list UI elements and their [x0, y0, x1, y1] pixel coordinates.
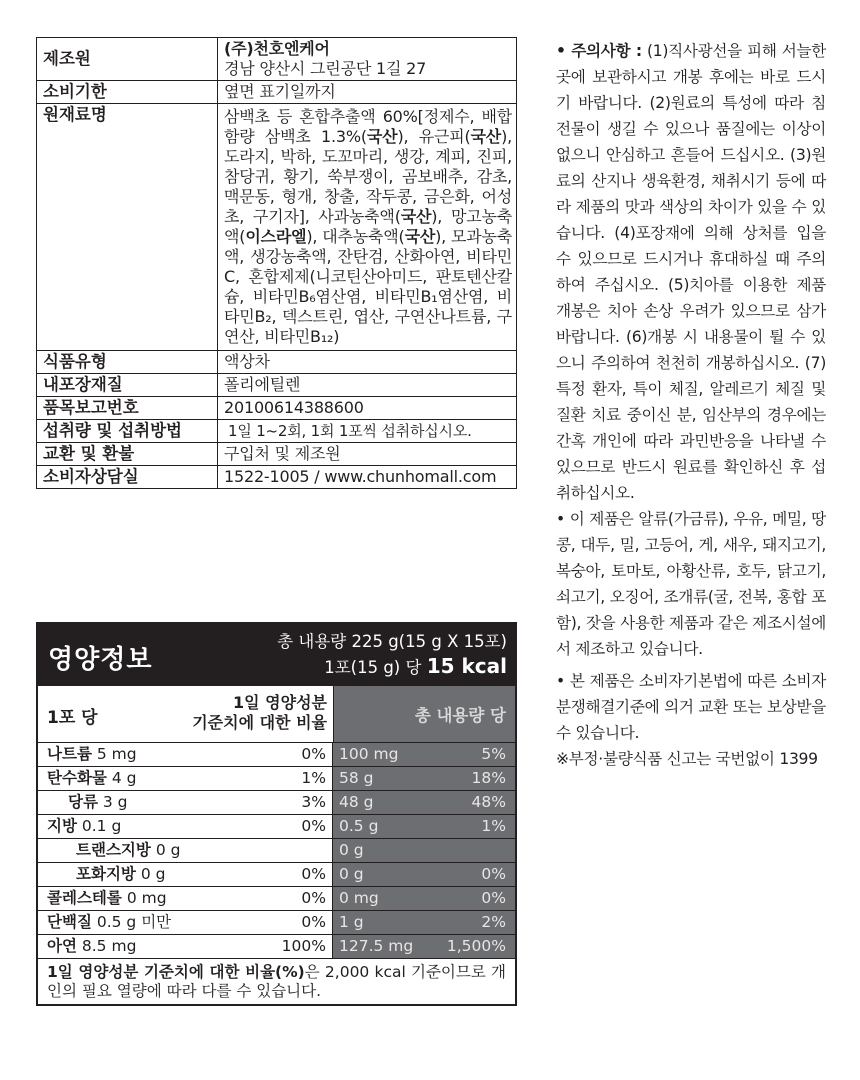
nutrient-total-pct: 48% — [471, 793, 506, 811]
nutrient-amount: 0 g — [155, 841, 181, 859]
nutrient-total-pct: 2% — [481, 913, 506, 931]
nutrient-amount: 4 g — [111, 769, 137, 787]
nutrient-amount: 5 mg — [96, 745, 137, 763]
nutrient-amount: 8.5 mg — [81, 937, 137, 955]
nutrient-total-amount: 48 g — [339, 793, 374, 811]
serving-value: 1일 1~2회, 1회 1포씩 섭취하십시오. — [218, 420, 517, 443]
nutrient-row — [38, 887, 515, 911]
nutrient-amount: 0.1 g — [81, 817, 122, 835]
nutrient-pct: 0% — [301, 913, 326, 931]
origin-1: 국산 — [366, 127, 398, 146]
maker-label: 제조원 — [37, 38, 218, 81]
nutrient-pct: 0% — [301, 889, 326, 907]
nutrient-name-amount — [47, 887, 167, 910]
nutrition-header — [38, 624, 515, 686]
per-serving-kcal — [277, 654, 507, 680]
consumer-notice: • 본 제품은 소비자기본법에 따른 소비자분쟁해결기준에 의거 교환 또는 보상받을 수 있습니다. — [556, 672, 826, 742]
origin-3: 국산 — [400, 207, 432, 226]
nutrient-total-pct: 5% — [481, 745, 506, 763]
origin-2: 국산 — [470, 127, 502, 146]
report-no-value: 20100614388600 — [218, 397, 517, 420]
nutrient-row — [38, 911, 515, 935]
ingredients-text-3: ), 도라지, 박하, 도꼬마리, 생강, 계피, 진피, 참당귀, 황기, 쑥부쟁이, 곰보배추, 감초, 맥문동, 형개, 창출, 작두콩, 금은화, 어성초, 구기자], 사과농축액( — [224, 127, 512, 226]
nutrient-name: 콜레스테롤 — [47, 889, 122, 907]
nutrient-total-amount: 0 g — [339, 865, 364, 883]
consult-value: 1522-1005 / www.chunhomall.com — [218, 466, 517, 489]
nutrient-amount: 3 g — [102, 793, 128, 811]
total-content: 총 내용량 225 g(15 g X 15포) — [277, 632, 507, 651]
per-serving-header — [38, 686, 334, 742]
nutrient-per-serving — [38, 815, 333, 838]
per-serving-label: 1포 당 — [47, 708, 98, 728]
ingredients-text-2: ), 유근피( — [397, 127, 471, 146]
packaging-value: 폴리에틸렌 — [218, 374, 517, 397]
nutrient-name: 트랜스지방 — [76, 841, 151, 859]
nutrient-total-pct: 1% — [481, 817, 506, 835]
origin-4: 이스라엘 — [245, 227, 307, 246]
nutrient-row — [38, 791, 515, 815]
nutrient-total — [333, 935, 515, 958]
info-row-food-type — [37, 351, 517, 374]
nutrient-total — [333, 791, 515, 814]
nutrient-amount: 0 g — [140, 865, 166, 883]
info-row-packaging — [37, 374, 517, 397]
nutrient-pct: 1% — [301, 769, 326, 787]
exchange-label: 교환 및 환불 — [37, 443, 218, 466]
footnote-bold: 1일 영양성분 기준치에 대한 비율(%) — [47, 963, 305, 981]
nutrient-name-amount — [47, 767, 136, 790]
nutrient-name-amount — [47, 743, 137, 766]
info-row-ingredients — [37, 104, 517, 351]
nutrient-total — [333, 743, 515, 766]
product-info-table — [36, 37, 517, 489]
ingredients-text-4: ), 망고농축액( — [224, 207, 513, 246]
nutrient-pct: 0% — [301, 817, 326, 835]
allergy-notice: • 이 제품은 알류(가금류), 우유, 메밀, 땅콩, 대두, 밀, 고등어, 게, 새우, 돼지고기, 복숭아, 토마토, 아황산류, 호두, 닭고기, 쇠고기, 오징어, 조개류(굴, 전복, 홍합 포함), 잣을 사용한 제품과 같은 제조시설에서 제조하고 있습니다. — [556, 510, 826, 658]
ingredients-text-6: ), 모과농축액, 생강농축액, 잔탄검, 산화아연, 비타민C, 혼합제제(니코틴산아미드, 판토텐산칼슘, 비타민B₆염산염, 비타민B₁염산염, 비타민B₂, 덱스트린, 엽산, 구연산나트륨, 구연산, 비타민B₁₂) — [224, 227, 512, 346]
nutrition-total — [277, 630, 507, 680]
caution-heading: • 주의사항 : — [556, 42, 642, 60]
nutrient-row — [38, 863, 515, 887]
nutrient-name: 탄수화물 — [47, 769, 107, 787]
nutrient-total — [333, 887, 515, 910]
nutrition-title: 영양정보 — [48, 645, 153, 675]
maker-value — [218, 38, 517, 81]
nutrition-footnote — [38, 958, 515, 1004]
consult-label: 소비자상담실 — [37, 466, 218, 489]
nutrient-pct: 3% — [301, 793, 326, 811]
info-row-maker — [37, 38, 517, 81]
nutrient-total — [333, 839, 515, 862]
nutrient-amount: 0 mg — [126, 889, 167, 907]
nutrient-name: 포화지방 — [76, 865, 136, 883]
footnote-text: 은 2,000 kcal 기준이므로 개인의 필요 열량에 따라 다를 수 있습니다. — [47, 963, 507, 1000]
nutrient-name: 지방 — [47, 817, 77, 835]
expiry-label: 소비기한 — [37, 81, 218, 104]
ingredients-label: 원재료명 — [37, 104, 218, 351]
caution-notes — [556, 38, 826, 772]
nutrient-row — [38, 815, 515, 839]
nutrition-rows — [38, 743, 515, 958]
nutrient-total-amount: 100 mg — [339, 745, 399, 763]
serving-label: 섭취량 및 섭취방법 — [37, 420, 218, 443]
expiry-value: 옆면 표기일까지 — [218, 81, 517, 104]
nutrient-name-amount — [68, 791, 128, 814]
nutrient-per-serving — [38, 887, 333, 910]
food-type-value: 액상차 — [218, 351, 517, 374]
info-row-report-no — [37, 397, 517, 420]
food-type-label: 식품유형 — [37, 351, 218, 374]
nutrient-total-amount: 1 g — [339, 913, 364, 931]
nutrient-row — [38, 743, 515, 767]
nutrient-per-serving — [38, 911, 333, 934]
info-row-expiry — [37, 81, 517, 104]
nutrient-per-serving — [38, 839, 333, 862]
nutrient-total-pct: 18% — [471, 769, 506, 787]
nutrient-total-amount: 0 g — [339, 841, 364, 859]
nutrient-pct: 100% — [281, 937, 326, 955]
nutrient-name-amount — [76, 839, 180, 862]
info-row-serving — [37, 420, 517, 443]
nutrient-pct: 0% — [301, 865, 326, 883]
nutrient-name-amount — [47, 935, 136, 958]
nutrient-name-amount — [47, 815, 121, 838]
nutrient-name-amount — [76, 863, 165, 886]
nutrition-subheader — [38, 686, 515, 743]
ingredients-value — [218, 104, 517, 351]
nutrient-amount: 0.5 g 미만 — [96, 913, 172, 931]
nutrient-row — [38, 767, 515, 791]
nutrient-total-amount: 0.5 g — [339, 817, 379, 835]
nutrient-total — [333, 767, 515, 790]
nutrient-per-serving — [38, 743, 333, 766]
nutrient-per-serving — [38, 935, 333, 958]
nutrient-total — [333, 815, 515, 838]
report-notice: ※부정·불량식품 신고는 국번없이 1399 — [556, 750, 818, 768]
nutrient-total-pct: 0% — [481, 889, 506, 907]
daily-value-line-1: 1일 영양성분 — [233, 693, 327, 712]
daily-value-label — [192, 693, 327, 733]
origin-5: 국산 — [404, 227, 436, 246]
daily-value-line-2: 기준치에 대한 비율 — [192, 713, 327, 732]
nutrient-per-serving — [38, 767, 333, 790]
nutrient-total-amount: 0 mg — [339, 889, 379, 907]
maker-company: (주)천호엔케어 — [224, 39, 330, 58]
nutrition-facts — [36, 622, 517, 1006]
nutrient-total-amount: 58 g — [339, 769, 374, 787]
nutrient-pct: 0% — [301, 745, 326, 763]
nutrient-total — [333, 863, 515, 886]
nutrient-total-pct: 1,500% — [446, 937, 506, 955]
nutrient-name: 나트륨 — [47, 745, 92, 763]
ingredients-text-1: 삼백초 등 혼합추출액 60%[정제수, 배합함량 삼백초 1.3%( — [224, 107, 512, 146]
nutrient-total-pct: 0% — [481, 865, 506, 883]
nutrient-total — [333, 911, 515, 934]
kcal-value: 15 kcal — [426, 654, 507, 678]
report-no-label: 품목보고번호 — [37, 397, 218, 420]
nutrient-per-serving — [38, 791, 333, 814]
nutrient-name: 아연 — [47, 937, 77, 955]
per-serving-line: 1포(15 g) 당 — [324, 658, 422, 677]
maker-address: 경남 양산시 그린공단 1길 27 — [224, 59, 427, 78]
nutrient-name: 당류 — [68, 793, 98, 811]
total-per-header: 총 내용량 당 — [334, 686, 515, 742]
exchange-value: 구입처 및 제조원 — [218, 443, 517, 466]
packaging-label: 내포장재질 — [37, 374, 218, 397]
nutrient-per-serving — [38, 863, 333, 886]
nutrient-row — [38, 839, 515, 863]
nutrient-total-amount: 127.5 mg — [339, 937, 414, 955]
nutrient-name: 단백질 — [47, 913, 92, 931]
info-row-exchange — [37, 443, 517, 466]
caution-body: (1)직사광선을 피해 서늘한 곳에 보관하시고 개봉 후에는 바로 드시기 바랍니다. (2)원료의 특성에 따라 침전물이 생길 수 있으나 품질에는 이상이 없으니 안심하고 흔들어 드십시오. (3)원료의 산지나 생육환경, 채취시기 등에 따라 제품의 맛과 색상의 차이가 있을 수 있습니다. (4)포장재에 의해 상처를 입을 수 있으므로 드시거나 휴대하실 때 주의하여 주십시오. (5)치아를 이용한 제품 개봉은 치아 손상 우려가 있으므로 삼가바랍니다. (6)개봉 시 내용물이 튈 수 있으니 주의하여 천천히 개봉하십시오. (7)특정 환자, 특이 체질, 알레르기 체질 및 질환 치료 중이신 분, 임산부의 경우에는 간혹 개인에 따라 과민반응을 나타낼 수 있으므로 반드시 원료를 확인하신 후 섭취하십시오. — [556, 42, 826, 502]
nutrient-name-amount — [47, 911, 171, 934]
ingredients-text-5: ), 대추농축액( — [306, 227, 405, 246]
info-row-consult — [37, 466, 517, 489]
nutrient-row — [38, 935, 515, 958]
caution-paragraph — [556, 38, 826, 506]
